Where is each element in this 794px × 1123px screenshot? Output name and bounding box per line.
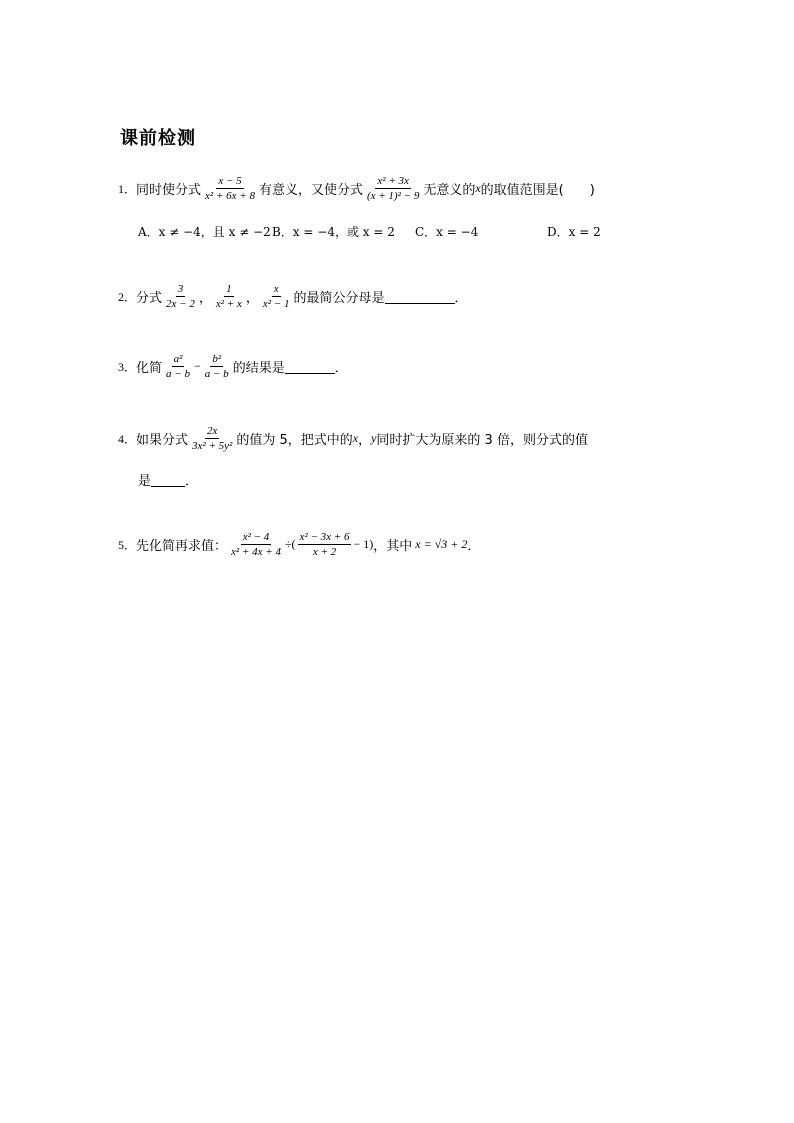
q5-tail: − 1)	[353, 537, 374, 551]
q3-frac1-numerator: a²	[173, 353, 183, 365]
q3-answer-blank[interactable]	[285, 359, 335, 374]
q2-frac1-denominator: 2x − 2	[166, 298, 195, 310]
q2-fraction-3	[261, 282, 292, 311]
q5-fraction-2	[298, 530, 352, 559]
q3-text-b: 的结果是	[232, 361, 285, 376]
q1-frac1-numerator: x − 5	[218, 175, 242, 187]
q1-fraction-2	[365, 174, 421, 203]
q2-period: ．	[454, 291, 468, 306]
q3-frac2-numerator: b²	[212, 353, 222, 365]
q5-period: ．	[467, 539, 481, 554]
q3-number: 3．	[118, 360, 137, 374]
section-title: 课前检测	[120, 128, 196, 149]
q3-operator: −	[193, 359, 201, 373]
q3-period: ．	[334, 361, 348, 376]
q5-condition: x = √3 + 2	[415, 537, 468, 551]
q1-option-a: A．x ≠ −4，且 x ≠ −2	[138, 225, 271, 239]
q3-frac1-denominator: a − b	[166, 368, 190, 380]
q4-period: ．	[185, 474, 199, 489]
q2-frac1-numerator: 3	[177, 283, 184, 295]
q5-frac2-numerator: x² − 3x + 6	[299, 531, 350, 543]
q4-fraction-1	[190, 424, 234, 453]
q2-fraction-2	[214, 282, 244, 311]
question-2	[118, 282, 468, 311]
q2-frac3-numerator: x	[273, 283, 279, 295]
question-1	[118, 174, 595, 203]
q2-answer-blank[interactable]	[385, 289, 455, 304]
question-5	[118, 530, 480, 559]
q4-separator: ，	[358, 433, 372, 448]
q2-separator-1: ，	[198, 291, 212, 306]
q4-text-b: 的值为 5，把式中的	[236, 433, 353, 448]
q2-frac2-numerator: 1	[226, 283, 232, 295]
q1-text-a: 同时使分式	[136, 183, 202, 198]
q5-text-a: 先化简再求值：	[136, 539, 228, 554]
q4-frac1-numerator: 2x	[206, 425, 218, 437]
q2-number: 2．	[118, 290, 137, 304]
q5-operator: ÷(	[284, 537, 296, 551]
q1-fraction-1	[203, 174, 257, 203]
q2-frac3-denominator: x² − 1	[262, 298, 290, 310]
q5-text-b: ，其中	[373, 539, 413, 554]
q1-frac1-denominator: x² + 6x + 8	[205, 190, 255, 202]
q3-fraction-1	[164, 352, 192, 381]
q4-frac1-denominator: 3x² + 5y²	[192, 440, 233, 452]
q2-fraction-1	[164, 282, 197, 311]
q2-text-b: 的最简公分母是	[293, 291, 385, 306]
question-4-continued	[138, 470, 198, 489]
q2-text-a: 分式	[136, 291, 163, 306]
q5-number: 5．	[118, 538, 137, 552]
q4-answer-blank[interactable]	[151, 472, 185, 487]
q5-frac1-numerator: x² − 4	[242, 531, 270, 543]
q1-number: 1．	[118, 182, 137, 196]
question-3	[118, 352, 348, 381]
q5-frac2-denominator: x + 2	[312, 546, 337, 558]
q5-frac1-denominator: x² + 4x + 4	[231, 546, 281, 558]
q1-frac2-denominator: (x + 1)² − 9	[366, 190, 420, 202]
q5-fraction-1	[229, 530, 283, 559]
q1-text-c: 无意义的	[423, 183, 476, 198]
q1-option-b: B．x = −4，或 x = 2	[272, 225, 395, 239]
q2-separator-2: ，	[245, 291, 259, 306]
q4-variable-y: y	[371, 431, 377, 445]
q3-frac2-denominator: a − b	[204, 368, 229, 380]
q4-variable-x: x	[352, 431, 359, 445]
q4-text-d: 是	[138, 474, 152, 489]
q4-number: 4．	[118, 432, 137, 446]
q2-frac2-denominator: x² + x	[215, 298, 242, 310]
question-4	[118, 424, 588, 453]
q1-option-c: C．x = −4	[415, 225, 479, 239]
q4-text-a: 如果分式	[136, 433, 189, 448]
q1-frac2-numerator: x² + 3x	[377, 175, 409, 187]
q4-text-c: 同时扩大为原来的 3 倍，则分式的值	[376, 433, 588, 448]
q1-variable: x	[475, 181, 481, 195]
q1-text-b: 有意义，又使分式	[258, 183, 363, 198]
q1-text-d: 的取值范围是( )	[480, 183, 595, 198]
q3-text-a: 化简	[136, 361, 163, 376]
q1-option-d: D．x = 2	[547, 225, 601, 239]
q3-fraction-2	[203, 352, 231, 381]
